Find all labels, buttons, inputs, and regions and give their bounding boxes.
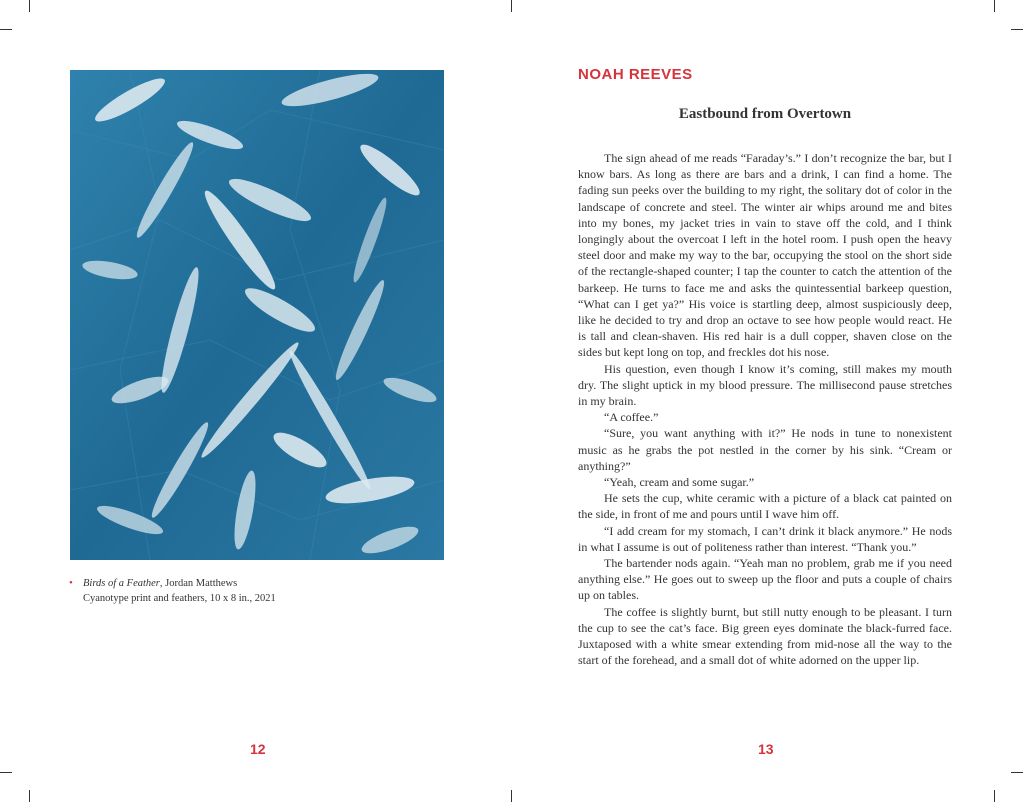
- author-name: NOAH REEVES: [578, 66, 693, 83]
- paragraph: The coffee is slightly burnt, but still nutty enough to be pleasant. I turn the cup to see the cat’s face. Big green eyes dominate the black-furred face. Juxtaposed with a white smear extending from mid-nose all the way to the start of the forehead, and a small dot of white adorned on the upper lip.: [578, 604, 952, 668]
- crop-mark: [511, 790, 512, 802]
- paragraph: “I add cream for my stomach, I can’t drink it black anymore.” He nods in what I assume is out of politeness rather than interest. “Thank you.”: [578, 523, 952, 554]
- paragraph: “A coffee.”: [604, 410, 659, 425]
- crop-mark: [1011, 29, 1023, 30]
- crop-mark: [511, 0, 512, 12]
- crop-mark: [29, 790, 30, 802]
- paragraph: “Sure, you want anything with it?” He nods in tune to nonexistent music as he grabs the pot nestled in the corner by his sink. “Cream or anything?”: [578, 426, 952, 473]
- page-number-right: 13: [758, 741, 774, 757]
- paragraph: He sets the cup, white ceramic with a picture of a black cat painted on the side, in front of me and pours until I wave him off.: [578, 491, 952, 522]
- crop-mark: [0, 772, 12, 773]
- paragraph: The sign ahead of me reads “Faraday’s.” I don’t recognize the bar, but I know bars. As long as there are bars and a drink, I can find a home. The fading sun peeks over the building to my right, the solitary dot of color in the landscape of concrete and steel. The winter air whips around me and bites into my bones, my jacket tries in vain to stave off the cold, and I think longingly about the overcoat I left in the hotel room. I push open the heavy steel door and make my way to the bar, occupying the stool on the short side of the rectangle-shaped counter; I tap the counter to catch the attention of the barkeep. He turns to face me and asks the quintessential barkeep question, “What can I get ya?” His voice is startling deep, almost suspiciously deep, like he decided to try and drop an octave to see how people would react. He is tall and clean-shaven. His red hair is a dull copper, shaven close on the sides but kept long on top, and freckles dot his nose.: [578, 151, 952, 360]
- artwork-caption: [69, 576, 413, 606]
- crop-mark: [994, 790, 995, 802]
- story-title: Eastbound from Overtown: [678, 106, 852, 122]
- crop-mark: [994, 0, 995, 12]
- paragraph: The bartender nods again. “Yeah man no problem, grab me if you need anything else.” He goes out to sweep up the floor and puts a couple of chairs up on tables.: [578, 556, 952, 603]
- feather-print-image: [70, 70, 444, 560]
- artwork-details: Cyanotype print and feathers, 10 x 8 in., 2021: [83, 593, 276, 604]
- story-body: [578, 150, 952, 669]
- cyanotype-artwork: [70, 70, 444, 560]
- crop-mark: [29, 0, 30, 12]
- crop-mark: [0, 29, 12, 30]
- crop-mark: [1011, 772, 1023, 773]
- paragraph: “Yeah, cream and some sugar.”: [604, 475, 755, 490]
- page-number-left: 12: [250, 741, 266, 757]
- artwork-title: Birds of a Feather: [83, 578, 160, 589]
- paragraph: His question, even though I know it’s coming, still makes my mouth dry. The slight uptick in my blood pressure. The millisecond pause stretches in my brain.: [578, 361, 952, 409]
- artwork-artist: , Jordan Matthews: [159, 578, 238, 589]
- bullet-icon: •: [69, 577, 73, 589]
